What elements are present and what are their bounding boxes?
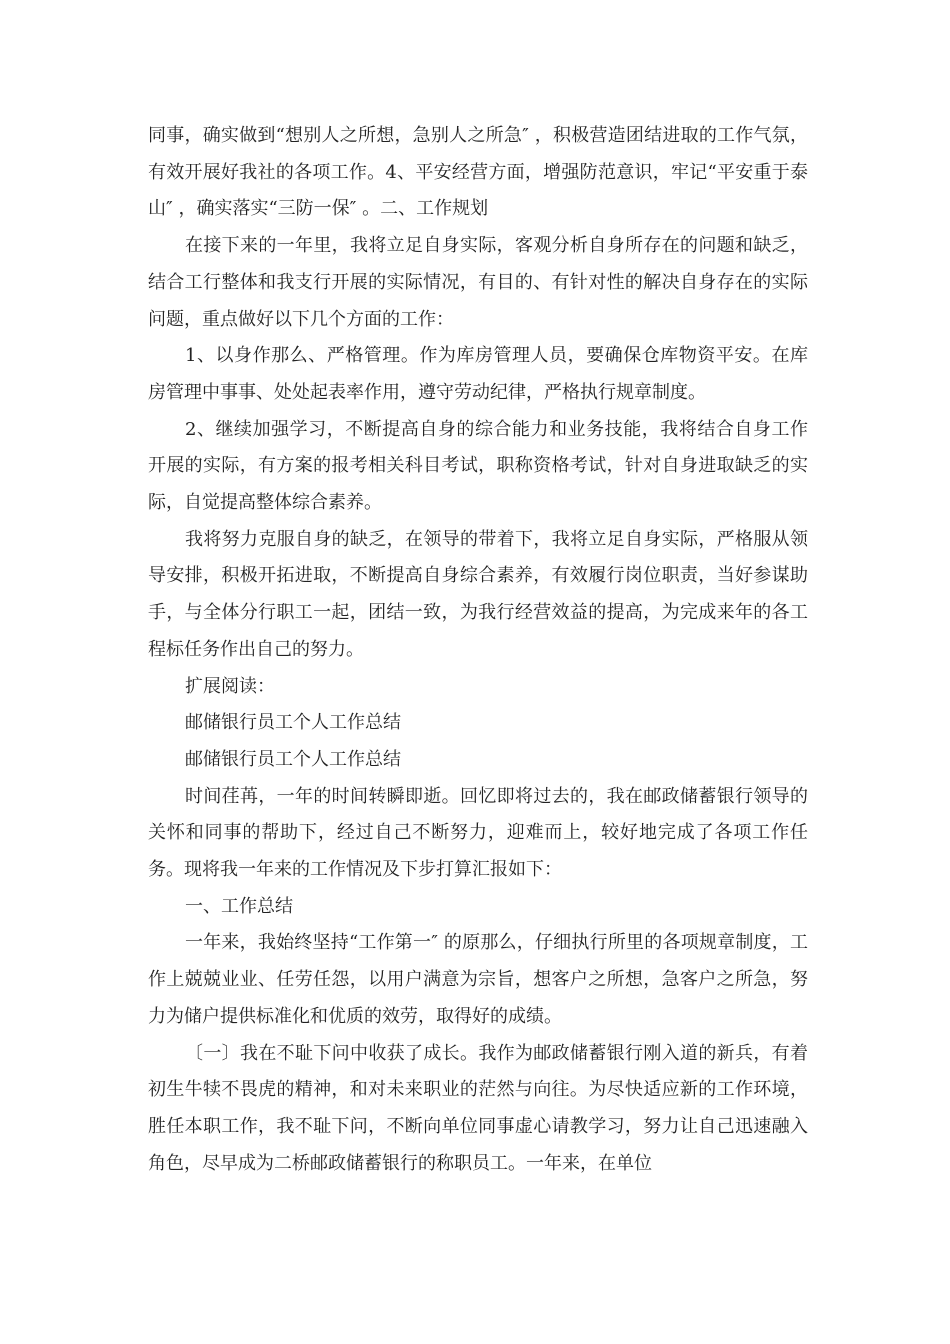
paragraph: 我将努力克服自身的缺乏，在领导的带着下，我将立足自身实际，严格服从领导安排，积极开拓进取，不断提高自身综合素养，有效履行岗位职责，当好参谋助手，与全体分行职工一起，团结一致，为我行经营效益的提高，为完成来年的各工程标任务作出自己的努力。 — [148, 528, 808, 660]
paragraph: 扩展阅读： — [185, 675, 275, 697]
paragraph: 一、工作总结 — [185, 895, 293, 917]
paragraph: 1、以身作那么、严格管理。作为库房管理人员，要确保仓库物资平安。在库房管理中事事、处处起表率作用，遵守劳动纪律，严格执行规章制度。 — [148, 345, 808, 403]
paragraph: 〔一〕我在不耻下问中收获了成长。我作为邮政储蓄银行刚入道的新兵，有着初生牛犊不畏虎的精神，和对未来职业的茫然与向往。为尽快适应新的工作环境，胜任本职工作，我不耻下问，不断向单位同事虚心请教学习，努力让自己迅速融入角色，尽早成为二桥邮政储蓄银行的称职员工。一年来，在单位 — [148, 1042, 808, 1174]
paragraph: 同事，确实做到“想别人之所想，急别人之所急″ ，积极营造团结进取的工作气氛，有效开展好我社的各项工作。4、平安经营方面，增强防范意识，牢记“平安重于泰山″ ，确实落实“三防一保″ 。二、工作规划 — [148, 125, 808, 220]
paragraph: 在接下来的一年里，我将立足自身实际，客观分析自身所存在的问题和缺乏，结合工行整体和我支行开展的实际情况，有目的、有针对性的解决自身存在的实际问题，重点做好以下几个方面的工作： — [148, 235, 808, 330]
document-body — [148, 118, 808, 1182]
paragraph: 一年来，我始终坚持“工作第一″ 的原那么，仔细执行所里的各项规章制度，工作上兢兢业业、任劳任怨，以用户满意为宗旨，想客户之所想，急客户之所急，努力为储户提供标准化和优质的效劳，取得好的成绩。 — [148, 932, 808, 1027]
paragraph: 时间荏苒，一年的时间转瞬即逝。回忆即将过去的，我在邮政储蓄银行领导的关怀和同事的帮助下，经过自己不断努力，迎难而上，较好地完成了各项工作任务。现将我一年来的工作情况及下步打算汇报如下： — [148, 785, 808, 881]
paragraph: 2、继续加强学习，不断提高自身的综合能力和业务技能，我将结合自身工作开展的实际，有方案的报考相关科目考试，职称资格考试，针对自身进取缺乏的实际，自觉提高整体综合素养。 — [148, 418, 808, 514]
paragraph: 邮储银行员工个人工作总结 — [185, 712, 401, 734]
paragraph: 邮储银行员工个人工作总结 — [185, 748, 401, 770]
